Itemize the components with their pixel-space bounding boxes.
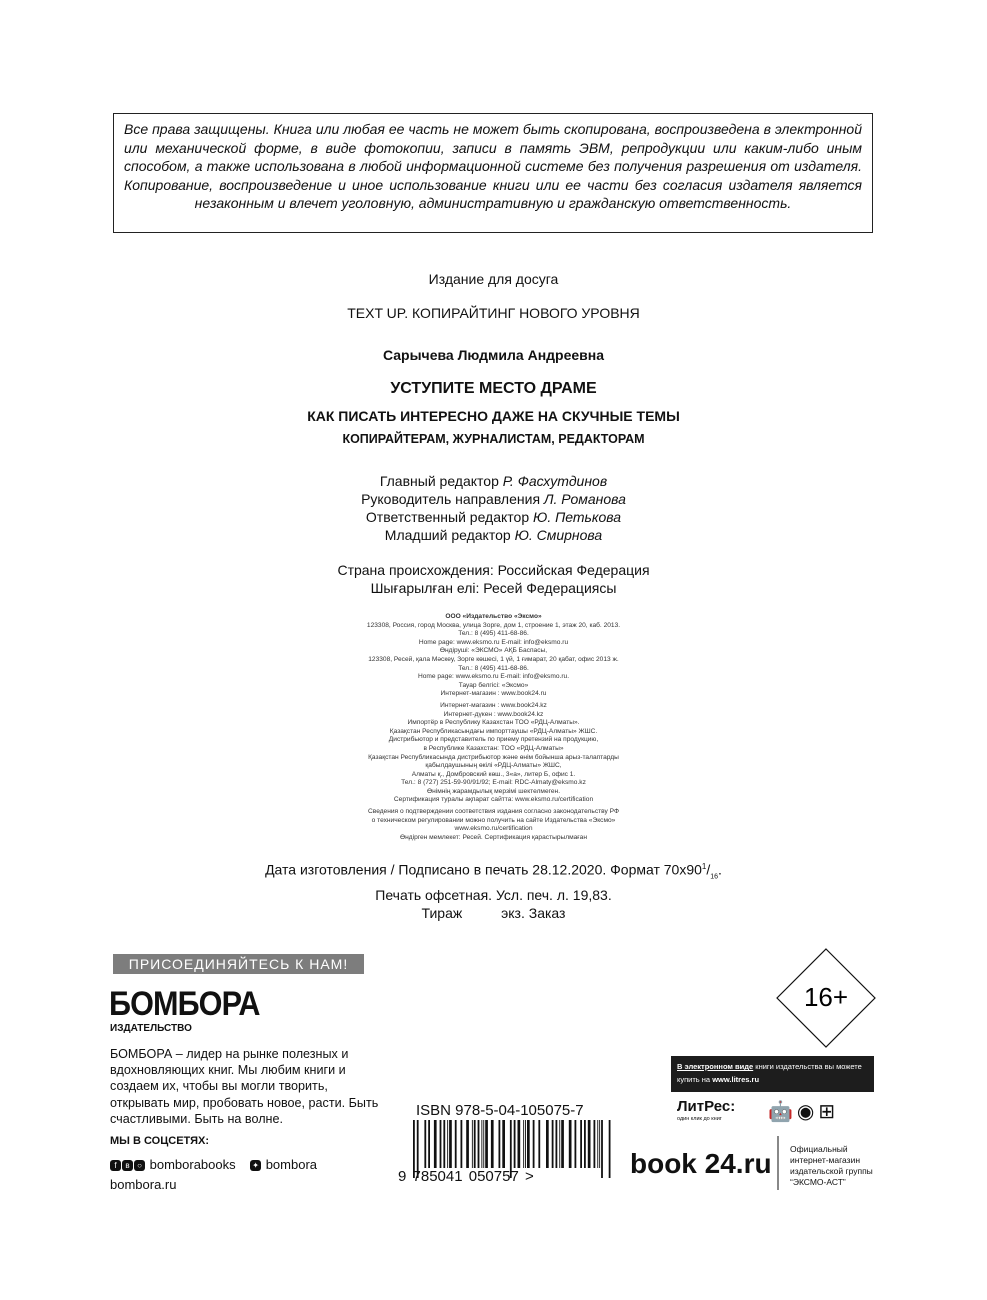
barcode-bar — [538, 1120, 540, 1168]
barcode-bar — [443, 1120, 445, 1168]
credit-line: Ответственный редактор Ю. Петькова — [365, 509, 622, 525]
publisher-info-line: Тел.: 8 (495) 411-68-86. — [458, 630, 529, 638]
publisher-info-line: Қазақстан Республикасында дистрибьютор және өнім бойынша арыз-талаптарды — [368, 753, 619, 761]
barcode-bar — [533, 1120, 535, 1168]
barcode-bar — [597, 1120, 598, 1168]
barcode-bar — [434, 1120, 437, 1168]
publisher-info-line: Өндірген мемлекет: Ресей. Сертификация қарастырылмаған — [399, 833, 587, 841]
barcode-bar — [491, 1120, 494, 1168]
book-title: УСТУПИТЕ МЕСТО ДРАМЕ — [390, 380, 597, 397]
barcode-digits: 9 785041 050757 > — [398, 1168, 534, 1185]
social-handle-2[interactable]: bombora — [265, 1157, 318, 1172]
publisher-info-line: ООО «Издательство «Эксмо» — [445, 613, 542, 620]
audience: КОПИРАЙТЕРАМ, ЖУРНАЛИСТАМ, РЕДАКТОРАМ — [342, 432, 645, 446]
social-handle[interactable]: bomborabooks — [149, 1157, 236, 1172]
windows-icon: ⊞ — [818, 1101, 840, 1123]
join-us-banner: ПРИСОЕДИНЯЙТЕСЬ К НАМ! — [113, 954, 364, 974]
publisher-info-line: Өндіруші: «ЭКСМО» АҚБ Баспасы, — [439, 647, 548, 655]
publisher-info-line: Өнімнің жарамдылық мерзімі шектелмеген. — [426, 787, 561, 795]
barcode-bar — [502, 1120, 505, 1168]
barcode-bar — [525, 1120, 526, 1168]
barcode-bar — [569, 1120, 572, 1168]
isbn: ISBN 978-5-04-105075-7 — [416, 1102, 584, 1119]
rights-notice: Все права защищены. Книга или любая ее часть не может быть скопирована, воспроизведена в электронной или механической форме, в виде фотокопии, записи в память ЭВМ, репродукции или каким-либо иным способом, а также использована в любой информационной системе без получения разрешения от издателя. Копирование, воспроизведение и иное использование книги или ее части без согласия издателя является незаконным и влечет уголовную, административную и гражданскую ответственность. — [113, 113, 873, 233]
publisher-info-line: Сведения о подтверждении соответствия издания согласно законодательству РФ — [368, 808, 619, 816]
divider — [777, 1136, 779, 1190]
publisher-info-line: Дистрибьютор и представитель по приему претензий на продукцию, — [388, 736, 599, 744]
publisher-info-line: Интернет-магазин : www.book24.kz — [440, 701, 547, 709]
barcode-bar — [559, 1120, 560, 1168]
star-social-icon[interactable]: ✦ — [250, 1160, 261, 1171]
platform-icons — [768, 1099, 839, 1124]
publisher-info-line: Home page: www.eksmo.ru E-mail: info@eksmo.ru — [418, 638, 569, 646]
publisher-info-line: Қазақстан Республикасындағы импорттаушы «РДЦ-Алматы» ЖШС. — [389, 727, 598, 735]
author: Сарычева Людмила Андреевна — [382, 347, 605, 363]
barcode-bar — [461, 1120, 463, 1168]
litres-banner[interactable]: В электронном виде книги издательства вы можете купить на www.litres.ru — [671, 1056, 874, 1092]
instagram-icon[interactable]: ○ — [134, 1160, 145, 1171]
barcode-bar — [588, 1120, 591, 1168]
facebook-icon[interactable]: f — [110, 1160, 121, 1171]
publisher-info-line: Home page: www.eksmo.ru E-mail: info@eksmo.ru. — [417, 673, 570, 681]
book-subtitle: КАК ПИСАТЬ ИНТЕРЕСНО ДАЖЕ НА СКУЧНЫЕ ТЕМЫ — [307, 408, 680, 424]
barcode-bar — [527, 1120, 530, 1168]
litres-logo: ЛитРес: — [677, 1098, 736, 1115]
barcode-bar — [478, 1120, 480, 1168]
credit-line: Руководитель направления Л. Романова — [361, 491, 626, 507]
barcode-bar — [580, 1120, 582, 1168]
publisher-info-line: 123308, Россия, город Москва, улица Зорге, дом 1, строение 1, этаж 20, каб. 2013. — [366, 621, 621, 629]
bombora-site[interactable]: bombora.ru — [110, 1177, 177, 1192]
barcode-bar — [447, 1120, 448, 1168]
publisher-info-line: Интернет-магазин : www.book24.ru — [440, 690, 547, 698]
credit-line: Младший редактор Ю. Смирнова — [384, 527, 603, 543]
barcode-bar — [481, 1120, 482, 1168]
social-row — [110, 1157, 317, 1172]
barcode-bar — [546, 1120, 549, 1168]
publisher-info-line: Тел.: 8 (727) 251-59-90/91/92; E-mail: RDC-Almaty@eksmo.kz — [401, 779, 586, 787]
barcode-bar — [472, 1120, 473, 1168]
publisher-info-line: в Республике Казахстан: ТОО «РДЦ-Алматы» — [423, 744, 564, 752]
barcode-bar — [609, 1120, 611, 1178]
barcode-bar — [575, 1120, 577, 1168]
vk-icon[interactable]: в — [122, 1160, 133, 1171]
barcode-bar — [449, 1120, 452, 1168]
publisher-info — [0, 613, 987, 842]
age-rating-badge — [776, 948, 876, 1048]
barcode-bar — [440, 1120, 442, 1168]
publisher-info-line: Алматы қ., Домбровский көш., 3«а», литер Б, офис 1. — [411, 770, 576, 778]
barcode-bar — [483, 1120, 484, 1168]
series-title: TEXT UP. КОПИРАЙТИНГ НОВОГО УРОВНЯ — [347, 305, 640, 321]
barcode-bar — [584, 1120, 586, 1168]
publisher-info-line: www.eksmo.ru/certification — [454, 825, 533, 833]
barcode-bar — [556, 1120, 558, 1168]
barcode-bar — [485, 1120, 488, 1168]
windows-phone-icon: ◉ — [796, 1101, 819, 1123]
publisher-info-line: Интернет-дүкен : www.book24.kz — [443, 710, 544, 718]
publisher-info-line: Импортёр в Республику Казахстан ТОО «РДЦ-Алматы». — [407, 719, 580, 727]
publisher-info-line: 123308, Ресей, қала Мәскеу, Зорге көшесі, 1 үй, 1 ғимарат, 20 қабат, офис 2013 ж. — [368, 655, 619, 663]
barcode-bar — [466, 1120, 469, 1168]
publisher-info-line: о техническом регулировании можно получить на сайте Издательства «Эксмо» — [371, 816, 616, 824]
barcode-bar — [455, 1120, 457, 1168]
book24-desc: Официальный интернет-магазин издательской группы “ЭКСМО-АСТ” — [790, 1144, 873, 1187]
edition-type: Издание для досуга — [428, 271, 559, 287]
barcode-bar — [552, 1120, 554, 1168]
book24-logo: book 24.ru — [630, 1148, 772, 1179]
bombora-logo: БОМБОРА — [109, 985, 260, 1023]
publisher-info-line: Тел.: 8 (495) 411-68-86. — [458, 664, 529, 672]
origin: Страна происхождения: Российская Федерация Шығарылған елі: Ресей Федерациясы — [337, 562, 650, 596]
svg-text:16+: 16+ — [803, 982, 849, 1012]
barcode-bar — [514, 1120, 516, 1168]
publisher-info-line: Сертификация туралы ақпарат сайтта: www.eksmo.ru/certification — [393, 796, 594, 804]
barcode-bar — [599, 1120, 600, 1168]
barcode-bar — [499, 1120, 501, 1168]
publisher-info-line: қабылдаушының өкілі «РДЦ-Алматы» ЖШС, — [425, 762, 562, 770]
print-info: Дата изготовления / Подписано в печать 28.12.2020. Формат $70х90^1/_{16}$. Печать офсетная. Усл. печ. л. 19,83. Тираж экз. Заказ — [265, 861, 722, 922]
barcode-bar — [561, 1120, 564, 1168]
publisher-info-line: Тауар белгісі: «Эксмо» — [458, 681, 529, 689]
barcode-bar — [594, 1120, 596, 1168]
bombora-logo-sub: ИЗДАТЕЛЬСТВО — [110, 1023, 192, 1034]
barcode-bar — [518, 1120, 521, 1168]
barcode-bar — [601, 1120, 603, 1178]
credits — [0, 472, 987, 544]
android-icon: 🤖 — [768, 1101, 797, 1123]
barcode-bar — [523, 1120, 524, 1168]
litres-slogan: один клик до книг — [677, 1116, 722, 1122]
social-heading: МЫ В СОЦСЕТЯХ: — [110, 1135, 210, 1147]
bombora-about: БОМБОРА – лидер на рынке полезных и вдохновляющих книг. Мы любим книги и создаем их, чтобы вы могли творить, открывать мир, пробовать новое, расти. Быть счастливыми. Быть на волне. — [110, 1047, 379, 1126]
credit-line: Главный редактор Р. Фасхутдинов — [379, 473, 608, 489]
barcode-bar — [428, 1120, 430, 1168]
barcode-bar — [474, 1120, 476, 1168]
barcode-bar — [424, 1120, 426, 1168]
